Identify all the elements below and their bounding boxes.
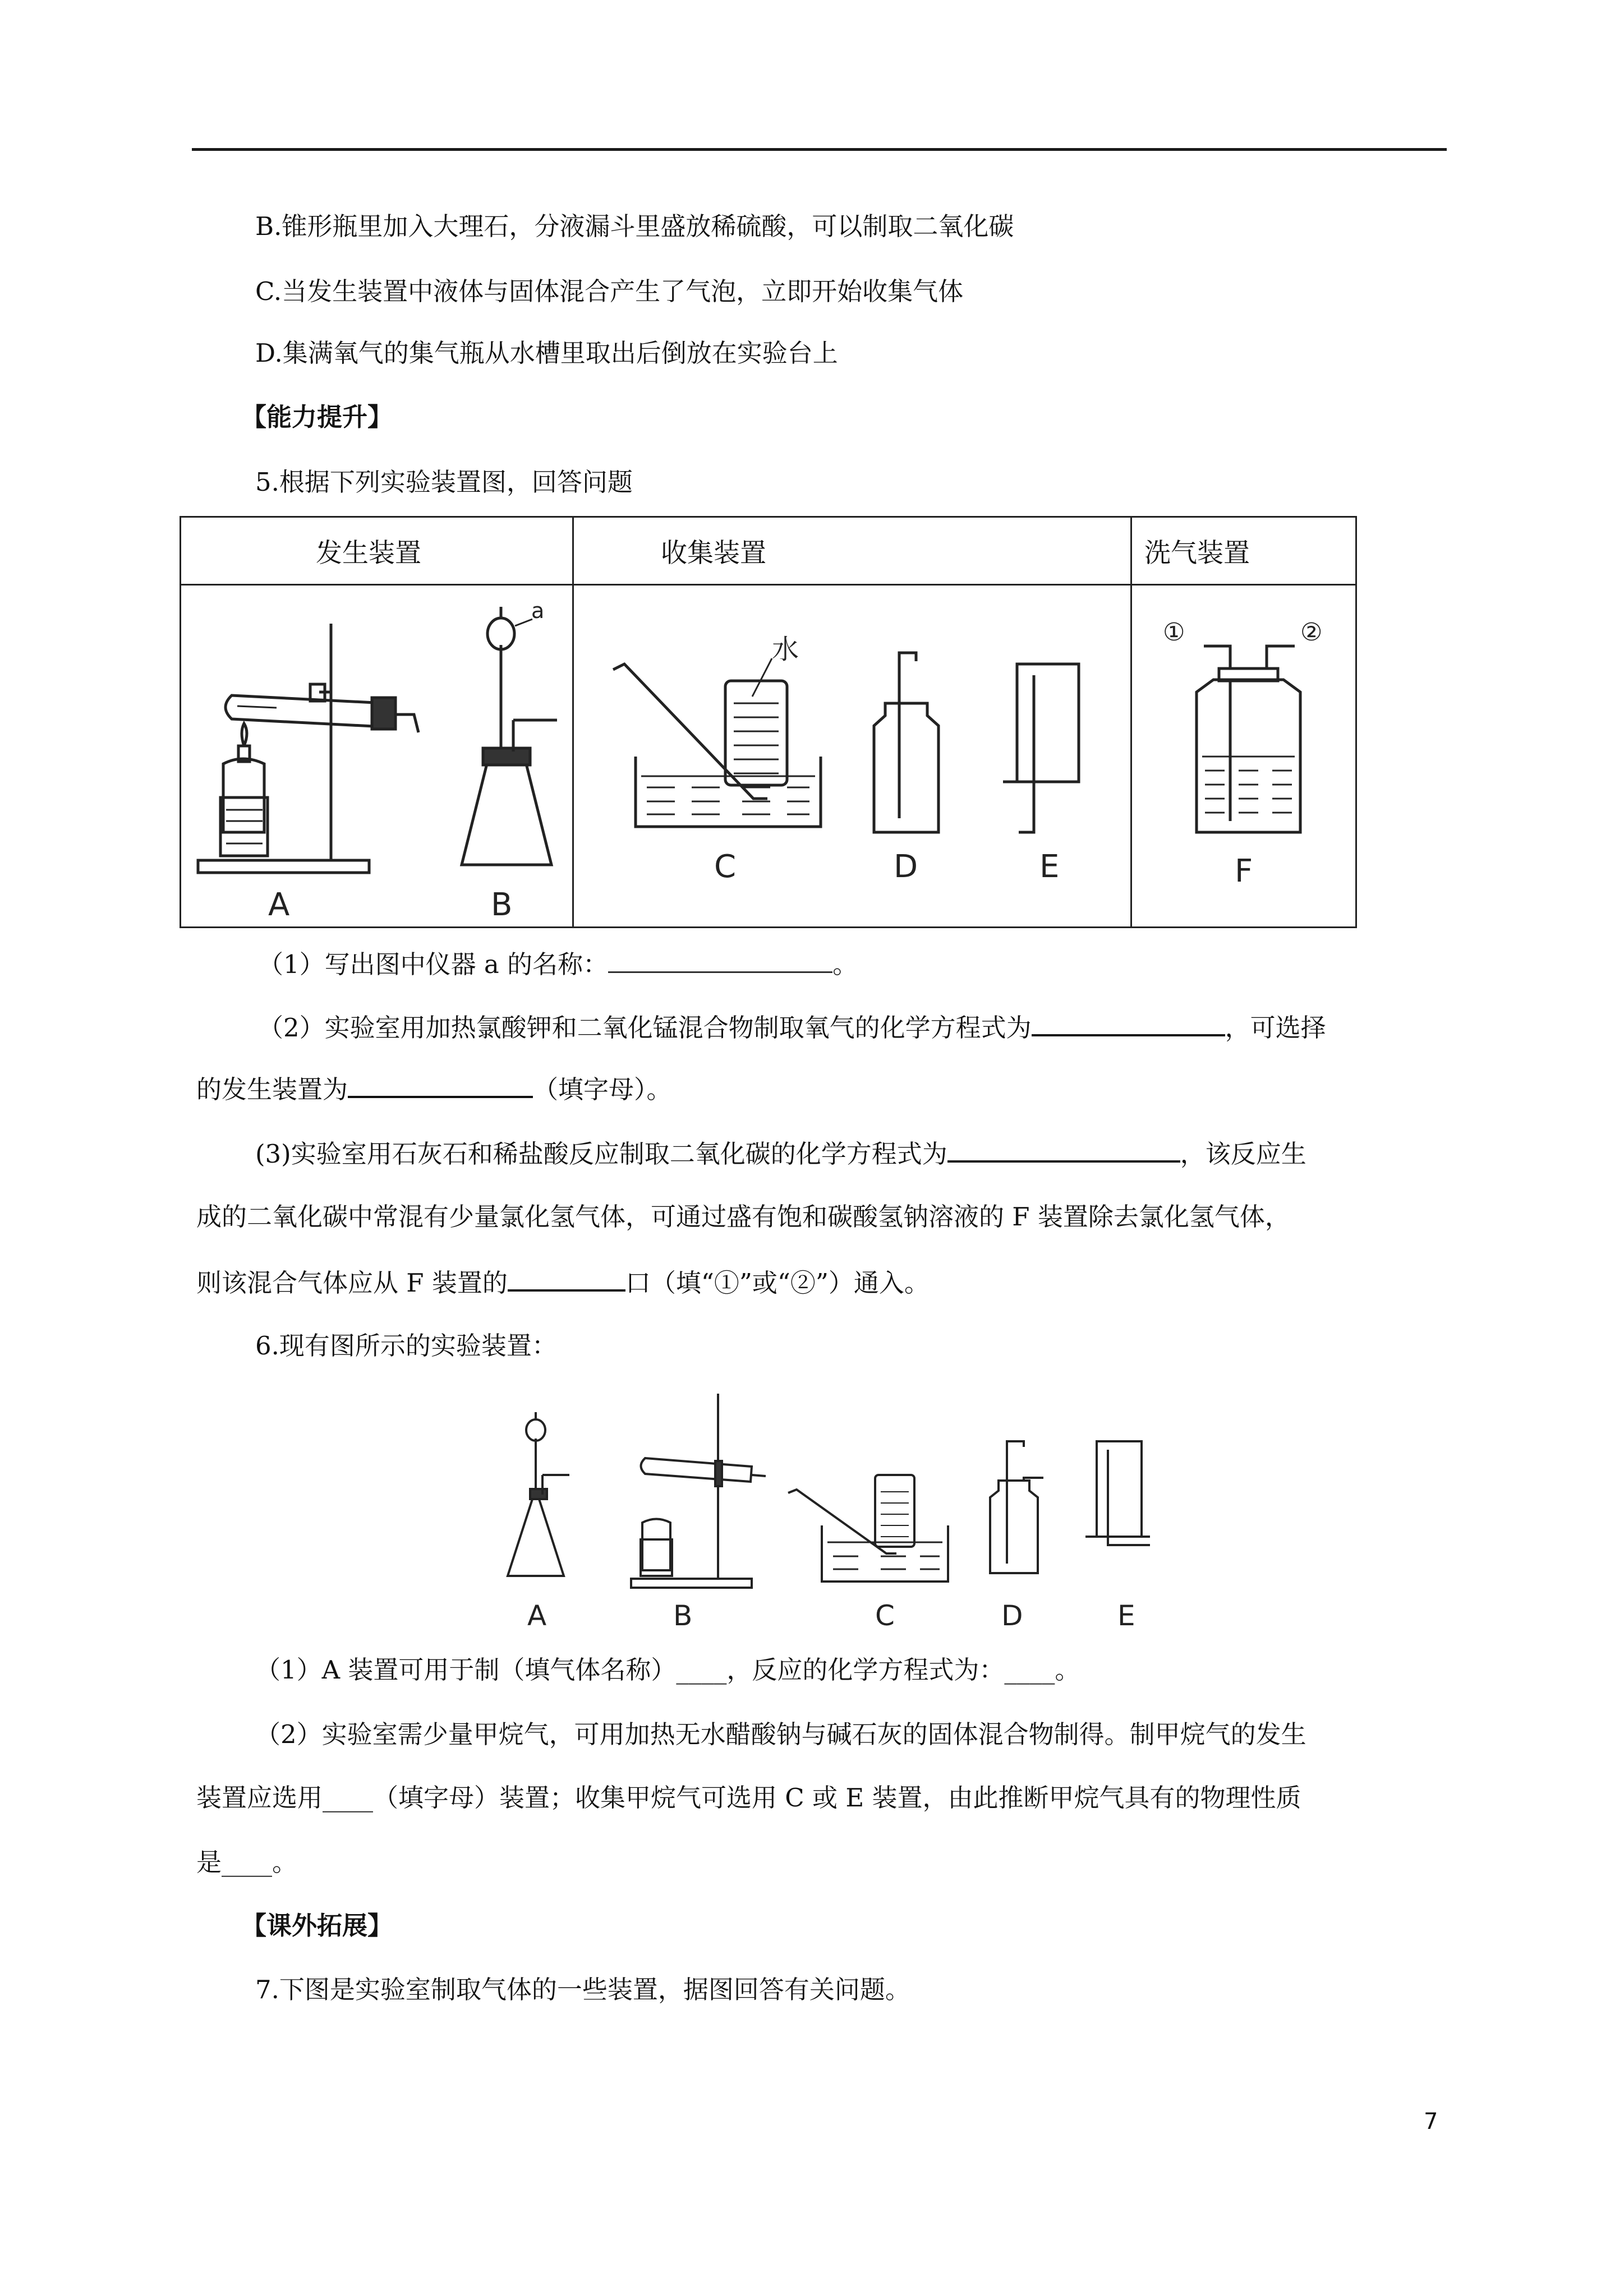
label-a: a bbox=[531, 598, 545, 623]
page-number: 7 bbox=[1424, 2109, 1438, 2134]
question-6-stem: 6.现有图所示的实验装置： bbox=[255, 1331, 557, 1361]
label-F: F bbox=[1235, 853, 1253, 889]
apparatus-table bbox=[180, 516, 1357, 928]
q6-flask-a bbox=[508, 1497, 564, 1576]
question-7-stem: 7.下图是实验室制取气体的一些装置，据图回答有关问题。 bbox=[255, 1975, 910, 2004]
label-E: E bbox=[1039, 849, 1060, 885]
q6-label-B: B bbox=[673, 1599, 693, 1632]
q5-part-2-line-1 bbox=[258, 1009, 1326, 1045]
label-B: B bbox=[491, 887, 513, 923]
q6-part-2-line-2: 装置应选用____（填字母）装置；收集甲烷气可选用 C 或 E 装置，由此推断甲烷气具有的物理性质 bbox=[196, 1783, 1301, 1813]
generation-apparatus-figure bbox=[181, 585, 572, 926]
section-heading-ability: 【能力提升】 bbox=[241, 402, 393, 432]
q5-part-1 bbox=[258, 948, 858, 981]
collection-apparatus-cell bbox=[573, 585, 1131, 928]
section-heading-extra: 【课外拓展】 bbox=[241, 1911, 393, 1940]
label-port-1: ① bbox=[1163, 618, 1185, 647]
q5-part-3-equation-blank[interactable] bbox=[947, 1136, 1180, 1163]
q5-part-3-port-blank[interactable] bbox=[508, 1265, 625, 1292]
table-header-washing: 洗气装置 bbox=[1131, 517, 1356, 585]
test-tube bbox=[226, 695, 386, 727]
q5-part-3-text-d: 则该混合气体应从 F 装置的 bbox=[196, 1268, 508, 1298]
q5-part-1-text: （1）写出图中仪器 a 的名称： bbox=[258, 949, 609, 979]
option-d: D.集满氧气的集气瓶从水槽里取出后倒放在实验台上 bbox=[255, 338, 838, 368]
header-rule bbox=[192, 148, 1447, 151]
q5-part-3-text: (3)实验室用石灰石和稀盐酸反应制取二氧化碳的化学方程式为 bbox=[255, 1139, 947, 1169]
q5-part-1-end: 。 bbox=[832, 949, 858, 979]
q6-label-E: E bbox=[1117, 1599, 1135, 1632]
q5-part-2-text: （2）实验室用加热氯酸钾和二氧化锰混合物制取氧气的化学方程式为 bbox=[258, 1013, 1032, 1043]
table-header-collection: 收集装置 bbox=[573, 517, 1131, 585]
question-5-stem: 5.根据下列实验装置图，回答问题 bbox=[255, 467, 633, 497]
washing-apparatus-figure bbox=[1132, 585, 1355, 926]
collection-apparatus-figure bbox=[574, 585, 1130, 926]
table-header-generation: 发生装置 bbox=[181, 517, 573, 585]
q6-part-2-line-1: （2）实验室需少量甲烷气，可用加热无水醋酸钠与碱石灰的固体混合物制得。制甲烷气的发生 bbox=[255, 1719, 1306, 1749]
q5-part-1-answer-blank[interactable] bbox=[608, 949, 832, 973]
water-trough bbox=[636, 757, 821, 827]
washing-apparatus-cell bbox=[1131, 585, 1356, 928]
label-water: 水 bbox=[772, 634, 799, 665]
q6-part-2-line-3: 是____。 bbox=[196, 1847, 298, 1877]
option-b: B.锥形瓶里加入大理石，分液漏斗里盛放稀硫酸，可以制取二氧化碳 bbox=[255, 211, 1014, 241]
stand-base bbox=[198, 860, 369, 873]
option-c: C.当发生装置中液体与固体混合产生了气泡，立即开始收集气体 bbox=[255, 276, 964, 306]
q6-apparatus-figure bbox=[494, 1385, 1223, 1632]
q6-lamp-b bbox=[642, 1519, 670, 1571]
label-port-2: ② bbox=[1300, 618, 1323, 647]
gas-cylinder-inverted bbox=[725, 681, 787, 785]
q6-bottle-e bbox=[1097, 1441, 1142, 1537]
q6-bottle-d bbox=[990, 1481, 1038, 1573]
q5-part-3-line-1 bbox=[255, 1136, 1306, 1171]
q5-part-2-equation-blank[interactable] bbox=[1032, 1009, 1225, 1036]
gas-bottle-d bbox=[874, 703, 938, 832]
label-D: D bbox=[894, 849, 918, 885]
q6-label-A: A bbox=[527, 1599, 547, 1632]
q6-part-1: （1）A 装置可用于制（填气体名称）____，反应的化学方程式为：____。 bbox=[255, 1655, 1080, 1685]
q6-label-D: D bbox=[1001, 1599, 1023, 1632]
q5-part-3-line-2: 成的二氧化碳中常混有少量氯化氢气体，可通过盛有饱和碳酸氢钠溶液的 F 装置除去氯化氢气体， bbox=[196, 1202, 1290, 1232]
q5-part-2-text-c: 的发生装置为 bbox=[196, 1075, 348, 1104]
q5-part-3-line-3 bbox=[196, 1265, 930, 1300]
generation-apparatus-cell bbox=[181, 585, 573, 928]
q6-label-C: C bbox=[875, 1599, 895, 1632]
q5-part-2-line-2 bbox=[196, 1071, 672, 1106]
label-C: C bbox=[714, 849, 737, 885]
conical-flask bbox=[462, 764, 551, 865]
q5-part-3-text-e: 口（填“①”或“②”）通入。 bbox=[625, 1268, 930, 1298]
q5-part-3-text-b: ，该反应生 bbox=[1180, 1139, 1306, 1169]
gas-bottle-e bbox=[1017, 664, 1079, 782]
q5-part-2-text-b: ，可选择 bbox=[1225, 1013, 1326, 1043]
separatory-funnel bbox=[487, 618, 514, 649]
q5-part-2-text-d: （填字母）。 bbox=[533, 1075, 672, 1104]
q5-part-2-device-blank[interactable] bbox=[348, 1071, 533, 1098]
label-A: A bbox=[268, 887, 290, 923]
